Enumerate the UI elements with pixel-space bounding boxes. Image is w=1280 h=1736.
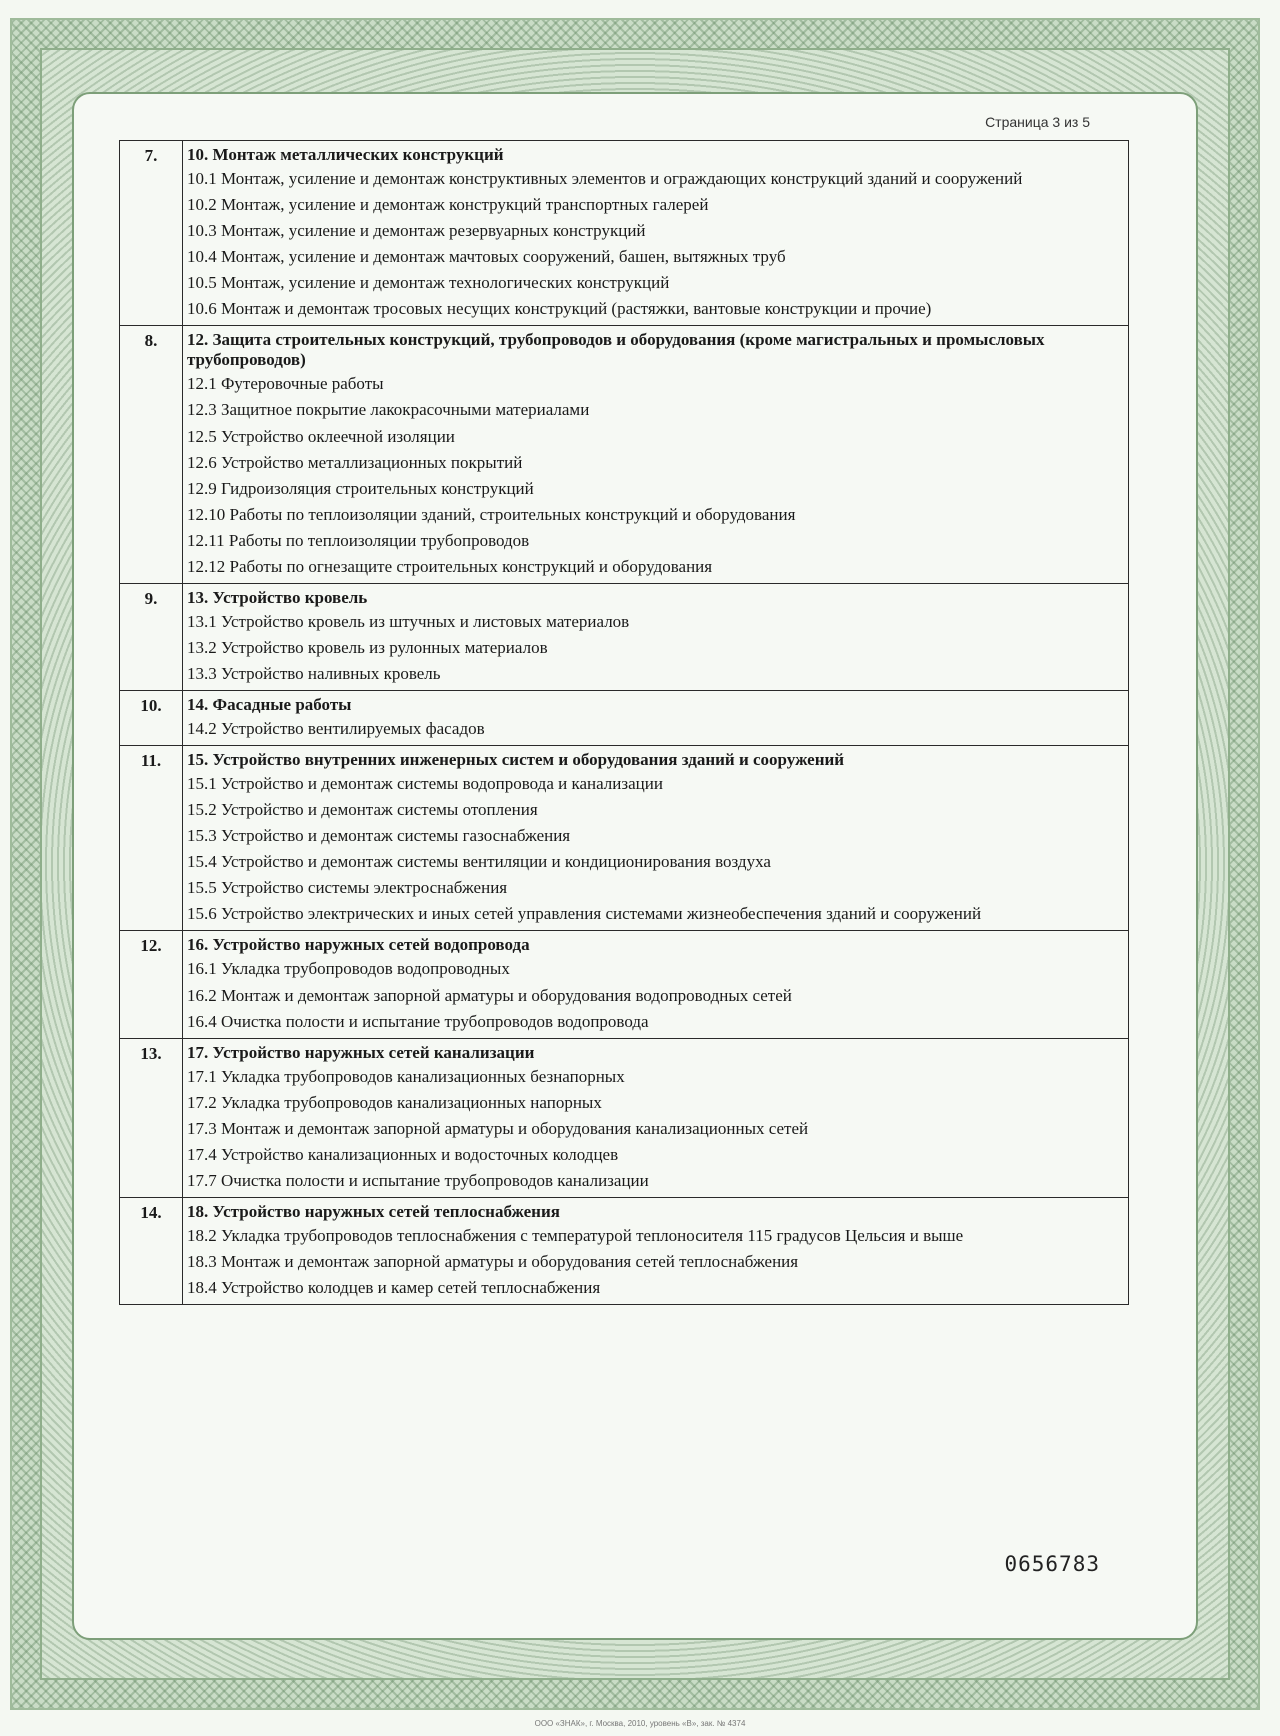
section-title: 12. Защита строительных конструкций, трубопроводов и оборудования (кроме магистральных и промысловых трубопроводов) bbox=[187, 330, 1045, 370]
list-item: 15.1 Устройство и демонтаж системы водопровода и канализации bbox=[187, 774, 663, 794]
table-row bbox=[120, 141, 1129, 326]
row-number: 9. bbox=[120, 583, 183, 690]
table-row bbox=[120, 583, 1129, 690]
list-item: 17.3 Монтаж и демонтаж запорной арматуры и оборудования канализационных сетей bbox=[187, 1118, 809, 1138]
list-item: 10.5 Монтаж, усиление и демонтаж технологических конструкций bbox=[187, 273, 670, 293]
list-item: 17.7 Очистка полости и испытание трубопроводов канализации bbox=[187, 1170, 649, 1190]
list-item: 18.4 Устройство колодцев и камер сетей теплоснабжения bbox=[187, 1278, 601, 1298]
row-content bbox=[183, 931, 1129, 1038]
list-item: 12.12 Работы по огнезащите строительных конструкций и оборудования bbox=[187, 556, 713, 576]
list-item: 13.3 Устройство наливных кровель bbox=[187, 663, 441, 683]
list-item: 16.2 Монтаж и демонтаж запорной арматуры и оборудования водопроводных сетей bbox=[187, 985, 792, 1005]
page-number-label: Страница 3 из 5 bbox=[985, 114, 1090, 130]
list-item: 10.2 Монтаж, усиление и демонтаж конструкций транспортных галерей bbox=[187, 195, 709, 215]
list-item: 15.4 Устройство и демонтаж системы вентиляции и кондиционирования воздуха bbox=[187, 852, 771, 872]
list-item: 14.2 Устройство вентилируемых фасадов bbox=[187, 719, 485, 739]
list-item: 15.2 Устройство и демонтаж системы отопления bbox=[187, 800, 538, 820]
printer-footnote: ООО «ЗНАК», г. Москва, 2010, уровень «В», зак. № 4374 bbox=[534, 1719, 746, 1728]
work-types-table bbox=[119, 140, 1129, 1305]
serial-number: 0656783 bbox=[1004, 1552, 1100, 1576]
row-content bbox=[183, 326, 1129, 583]
list-item: 12.10 Работы по теплоизоляции зданий, строительных конструкций и оборудования bbox=[187, 504, 796, 524]
list-item: 12.11 Работы по теплоизоляции трубопроводов bbox=[187, 530, 530, 550]
list-item: 18.2 Укладка трубопроводов теплоснабжения с температурой теплоносителя 115 градусов Цельсия и выше bbox=[187, 1225, 964, 1245]
list-item: 10.1 Монтаж, усиление и демонтаж конструктивных элементов и ограждающих конструкций зданий и сооружений bbox=[187, 169, 1023, 189]
section-title: 14. Фасадные работы bbox=[187, 694, 352, 714]
list-item: 16.1 Укладка трубопроводов водопроводных bbox=[187, 959, 510, 979]
row-number: 13. bbox=[120, 1038, 183, 1197]
row-content bbox=[183, 690, 1129, 745]
row-number: 8. bbox=[120, 326, 183, 583]
row-number: 7. bbox=[120, 141, 183, 326]
list-item: 12.1 Футеровочные работы bbox=[187, 374, 384, 394]
list-item: 10.6 Монтаж и демонтаж тросовых несущих конструкций (растяжки, вантовые конструкции и прочие) bbox=[187, 299, 932, 319]
list-item: 15.5 Устройство системы электроснабжения bbox=[187, 878, 508, 898]
list-item: 10.3 Монтаж, усиление и демонтаж резервуарных конструкций bbox=[187, 221, 646, 241]
section-title: 15. Устройство внутренних инженерных систем и оборудования зданий и сооружений bbox=[187, 750, 845, 770]
list-item: 12.9 Гидроизоляция строительных конструкций bbox=[187, 478, 534, 498]
section-title: 10. Монтаж металлических конструкций bbox=[187, 145, 504, 164]
list-item: 16.4 Очистка полости и испытание трубопроводов водопровода bbox=[187, 1011, 649, 1031]
row-number: 12. bbox=[120, 931, 183, 1038]
row-number: 10. bbox=[120, 690, 183, 745]
list-item: 15.3 Устройство и демонтаж системы газоснабжения bbox=[187, 826, 571, 846]
work-types-table-body bbox=[120, 141, 1129, 1305]
list-item: 13.1 Устройство кровель из штучных и листовых материалов bbox=[187, 611, 630, 631]
table-row bbox=[120, 1038, 1129, 1197]
row-content bbox=[183, 583, 1129, 690]
table-row bbox=[120, 326, 1129, 583]
row-content bbox=[183, 141, 1129, 326]
list-item: 10.4 Монтаж, усиление и демонтаж мачтовых сооружений, башен, вытяжных труб bbox=[187, 247, 786, 267]
row-content bbox=[183, 1197, 1129, 1304]
table-row bbox=[120, 931, 1129, 1038]
row-number: 11. bbox=[120, 746, 183, 931]
row-content bbox=[183, 746, 1129, 931]
table-row bbox=[120, 746, 1129, 931]
list-item: 12.6 Устройство металлизационных покрытий bbox=[187, 452, 523, 472]
section-title: 17. Устройство наружных сетей канализации bbox=[187, 1042, 535, 1062]
row-number: 14. bbox=[120, 1197, 183, 1304]
list-item: 18.3 Монтаж и демонтаж запорной арматуры и оборудования сетей теплоснабжения bbox=[187, 1251, 799, 1271]
list-item: 15.6 Устройство электрических и иных сетей управления системами жизнеобеспечения зданий и сооружений bbox=[187, 904, 982, 924]
list-item: 13.2 Устройство кровель из рулонных материалов bbox=[187, 637, 548, 657]
list-item: 12.5 Устройство оклеечной изоляции bbox=[187, 426, 455, 446]
section-title: 16. Устройство наружных сетей водопровода bbox=[187, 935, 530, 955]
row-content bbox=[183, 1038, 1129, 1197]
section-title: 13. Устройство кровель bbox=[187, 587, 368, 607]
list-item: 12.3 Защитное покрытие лакокрасочными материалами bbox=[187, 400, 590, 420]
list-item: 17.2 Укладка трубопроводов канализационных напорных bbox=[187, 1092, 602, 1112]
list-item: 17.4 Устройство канализационных и водосточных колодцев bbox=[187, 1144, 619, 1164]
table-row bbox=[120, 1197, 1129, 1304]
section-title: 18. Устройство наружных сетей теплоснабжения bbox=[187, 1201, 560, 1221]
list-item: 17.1 Укладка трубопроводов канализационных безнапорных bbox=[187, 1066, 625, 1086]
table-row bbox=[120, 690, 1129, 745]
